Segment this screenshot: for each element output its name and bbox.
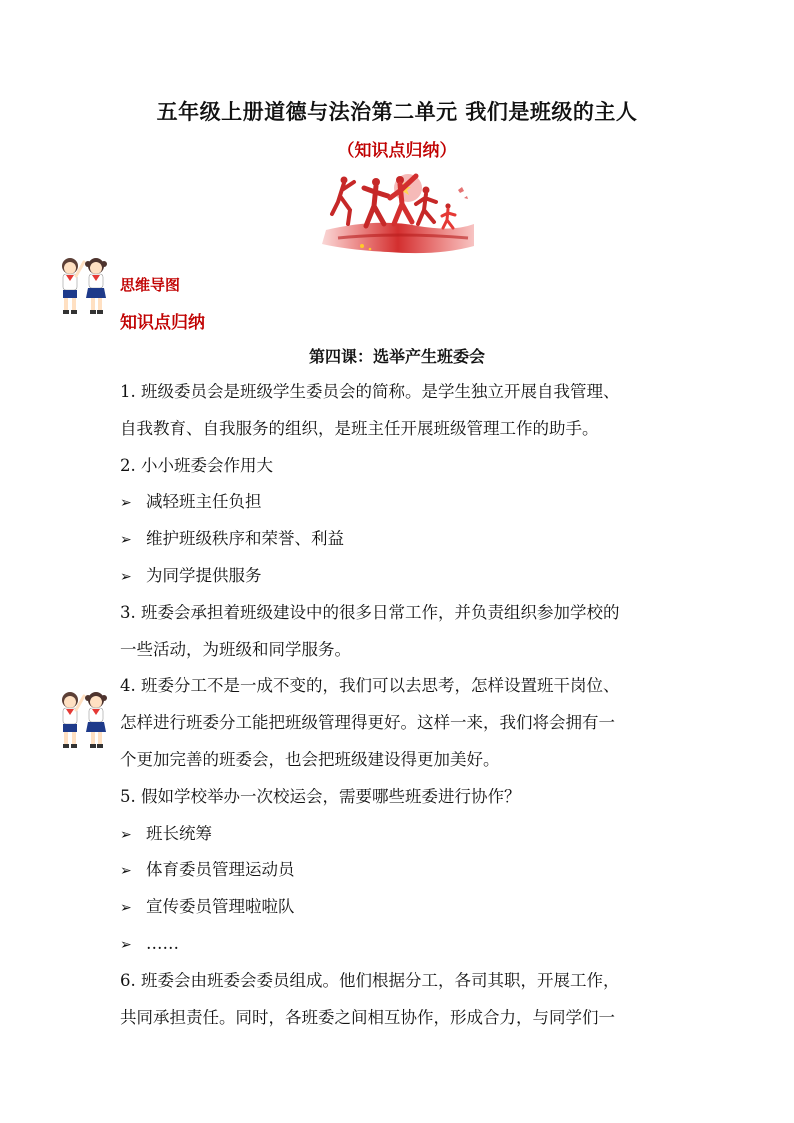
schoolchildren-icon [54, 254, 114, 316]
bullet-text: 减轻班主任负担 [146, 492, 262, 512]
text-line: 一些活动，为班级和同学服务。 [120, 639, 351, 659]
text-line: 5. 假如学校举办一次校运会，需要哪些班委进行协作？ [120, 786, 521, 806]
bullet-text: 体育委员管理运动员 [146, 860, 295, 880]
lesson-title: 第四课：选举产生班委会 [308, 347, 485, 366]
page-subtitle: （知识点归纳） [337, 141, 457, 161]
page-title: 五年级上册道德与法治第二单元 我们是班级的主人 [156, 100, 638, 124]
text-line: 怎样进行班委分工能把班级管理得更好。这样一来，我们将会拥有一 [120, 713, 615, 733]
arrow-bullet-icon: ➢ [120, 532, 132, 549]
bullet-text: 维护班级秩序和荣誉、利益 [146, 529, 344, 549]
arrow-bullet-icon: ➢ [120, 900, 132, 917]
text-line: 个更加完善的班委会，也会把班级建设得更加美好。 [120, 749, 500, 769]
content-body [120, 374, 680, 1036]
bullet-text: 宣传委员管理啦啦队 [146, 897, 295, 917]
arrow-bullet-icon: ➢ [120, 495, 132, 512]
bullet-item [120, 521, 680, 558]
arrow-bullet-icon: ➢ [120, 863, 132, 880]
bullet-item [120, 852, 680, 889]
bullet-text: 班长统筹 [146, 823, 212, 843]
text-line: 共同承担责任。同时，各班委之间相互协作，形成合力，与同学们一 [120, 1007, 615, 1027]
bullet-item [120, 484, 680, 521]
bullet-item [120, 889, 680, 926]
bullet-item [120, 558, 680, 595]
arrow-bullet-icon: ➢ [120, 936, 132, 953]
bullet-text: …… [146, 933, 179, 953]
text-line: 自我教育、自我服务的组织，是班主任开展班级管理工作的助手。 [120, 418, 599, 438]
bullet-text: 为同学提供服务 [146, 565, 262, 585]
bullet-item [120, 816, 680, 853]
mindmap-label: 思维导图 [120, 276, 181, 294]
summary-label: 知识点归纳 [120, 313, 205, 333]
arrow-bullet-icon: ➢ [120, 568, 132, 585]
text-line: 2. 小小班委会作用大 [120, 455, 273, 475]
text-line: 3. 班委会承担着班级建设中的很多日常工作，并负责组织参加学校的 [120, 602, 620, 622]
arrow-bullet-icon: ➢ [120, 826, 132, 843]
text-line: 1. 班级委员会是班级学生委员会的简称。是学生独立开展自我管理、 [120, 382, 620, 401]
schoolchildren-icon [54, 688, 114, 750]
bullet-item [120, 926, 680, 963]
text-line: 6. 班委会由班委会委员组成。他们根据分工，各司其职，开展工作， [120, 970, 620, 990]
red-runners-banner-icon [318, 168, 478, 260]
text-line: 4. 班委分工不是一成不变的，我们可以去思考，怎样设置班干岗位、 [120, 676, 620, 696]
